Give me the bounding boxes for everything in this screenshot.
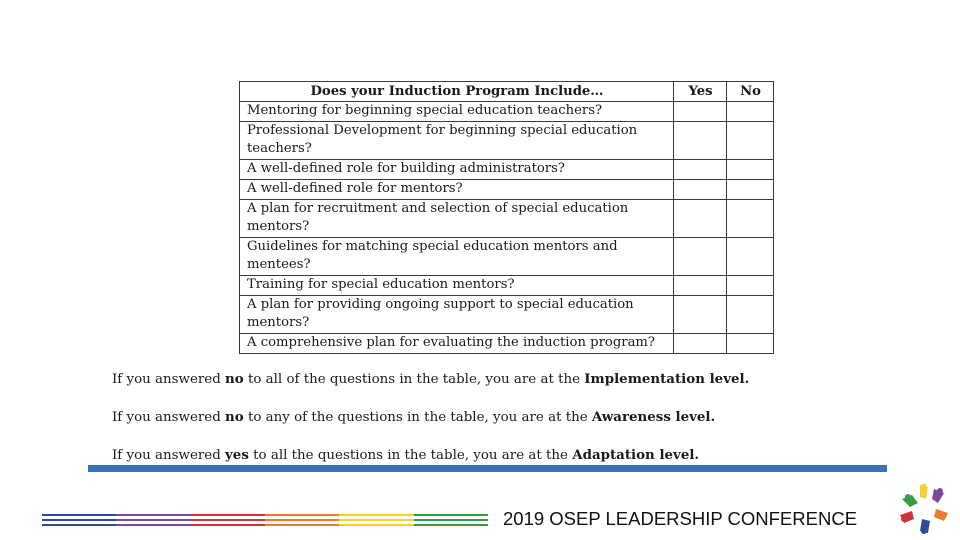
table-row (240, 160, 774, 180)
level-name: Adaptation level. (572, 447, 700, 463)
no-answer-cell[interactable] (727, 276, 774, 296)
statement-middle: to all the questions in the table, you are at the (248, 448, 573, 463)
no-answer-cell[interactable] (727, 122, 774, 160)
table-row (240, 180, 774, 200)
rainbow-footer-bar (42, 514, 488, 526)
yes-answer-cell[interactable] (674, 200, 727, 238)
no-answer-cell[interactable] (727, 180, 774, 200)
answer-keyword: yes (225, 447, 249, 463)
answer-keyword: no (225, 409, 244, 425)
yes-answer-cell[interactable] (674, 160, 727, 180)
yes-answer-cell[interactable] (674, 334, 727, 354)
yes-answer-cell[interactable] (674, 296, 727, 334)
statement-middle: to all of the questions in the table, you are at the (243, 372, 585, 387)
table-row (240, 334, 774, 354)
no-answer-cell[interactable] (727, 102, 774, 122)
statement-prefix: If you answered (112, 410, 226, 425)
yes-answer-cell[interactable] (674, 122, 727, 160)
question-cell: Professional Development for beginning special education teachers? (240, 122, 674, 160)
table-row (240, 102, 774, 122)
question-cell: A plan for recruitment and selection of special education mentors? (240, 200, 674, 238)
table-row (240, 296, 774, 334)
answer-keyword: no (225, 371, 244, 387)
hands-logo-icon (896, 481, 952, 537)
statement-prefix: If you answered (112, 448, 226, 463)
no-answer-cell[interactable] (727, 334, 774, 354)
level-name: Implementation level. (584, 371, 750, 387)
question-cell: Guidelines for matching special education mentors and mentees? (240, 238, 674, 276)
no-column-header: No (727, 82, 774, 102)
conference-title: 2019 OSEP LEADERSHIP CONFERENCE (503, 508, 858, 529)
induction-checklist-table (239, 81, 774, 354)
table-row (240, 238, 774, 276)
statement-prefix: If you answered (112, 372, 226, 387)
question-cell: A comprehensive plan for evaluating the induction program? (240, 334, 674, 354)
statement-middle: to any of the questions in the table, you are at the (243, 410, 592, 425)
question-cell: Training for special education mentors? (240, 276, 674, 296)
no-answer-cell[interactable] (727, 200, 774, 238)
yes-answer-cell[interactable] (674, 180, 727, 200)
question-cell: Mentoring for beginning special education teachers? (240, 102, 674, 122)
table-row (240, 122, 774, 160)
level-name: Awareness level. (591, 409, 716, 425)
awareness-level-statement (112, 406, 872, 444)
question-cell: A well-defined role for mentors? (240, 180, 674, 200)
question-column-header: Does your Induction Program Include… (240, 82, 674, 102)
question-cell: A plan for providing ongoing support to special education mentors? (240, 296, 674, 334)
bar-segment-red (191, 514, 265, 526)
yes-column-header: Yes (674, 82, 727, 102)
no-answer-cell[interactable] (727, 296, 774, 334)
table-row (240, 276, 774, 296)
yes-answer-cell[interactable] (674, 102, 727, 122)
yes-answer-cell[interactable] (674, 238, 727, 276)
table-row (240, 200, 774, 238)
bar-segment-purple (116, 514, 190, 526)
bar-segment-orange (265, 514, 339, 526)
table-header-row (240, 82, 774, 102)
yes-answer-cell[interactable] (674, 276, 727, 296)
blue-divider (88, 465, 887, 472)
no-answer-cell[interactable] (727, 160, 774, 180)
bar-segment-green (414, 514, 488, 526)
bar-segment-blue (42, 514, 116, 526)
question-cell: A well-defined role for building administrators? (240, 160, 674, 180)
implementation-level-statement (112, 368, 872, 406)
adaptation-level-statement (112, 444, 872, 482)
no-answer-cell[interactable] (727, 238, 774, 276)
bar-segment-yellow (339, 514, 413, 526)
